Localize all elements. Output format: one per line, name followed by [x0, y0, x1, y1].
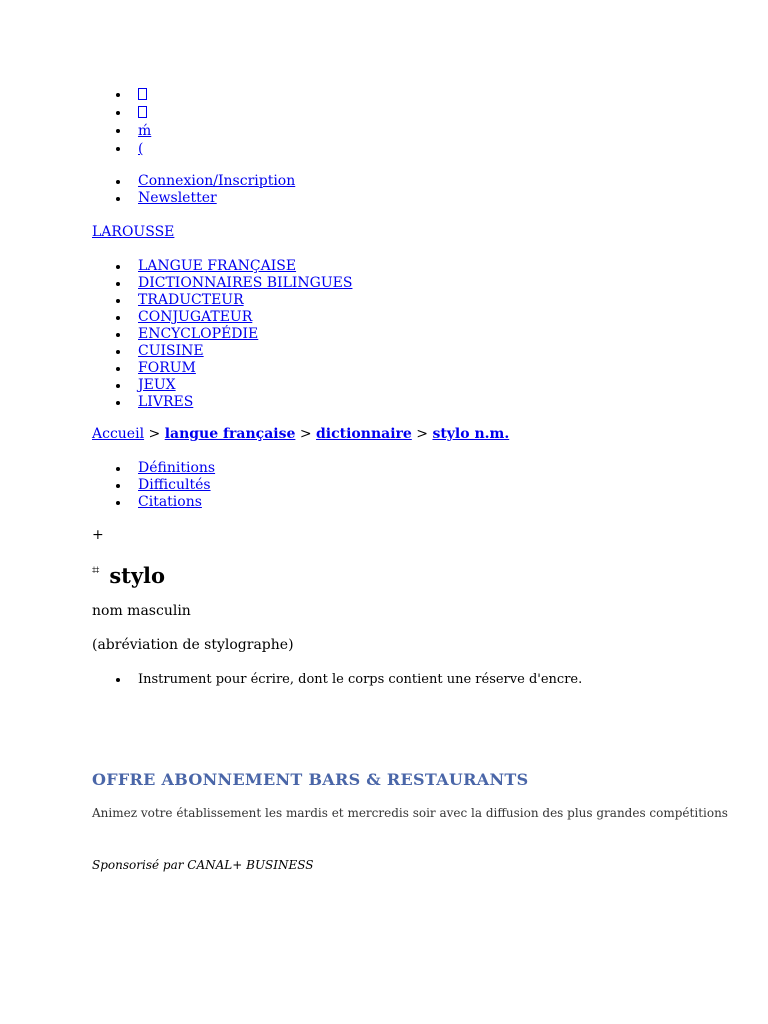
breadcrumb-home-link[interactable]: Accueil [92, 426, 145, 442]
box-glyph-icon[interactable] [138, 106, 147, 118]
nav-item [92, 360, 352, 377]
account-item-newsletter [92, 190, 295, 207]
nav-item [92, 292, 352, 309]
ad-description: Animez votre établissement les mardis et mercredis soir avec la diffusion des plus grandes compétitions [92, 806, 728, 820]
nav-link-forum[interactable]: FORUM [138, 360, 196, 376]
nav-item [92, 326, 352, 343]
nav-item [92, 258, 352, 275]
grammatical-category: nom masculin [92, 603, 191, 619]
nav-item [92, 275, 352, 292]
newsletter-link[interactable]: Newsletter [138, 190, 217, 206]
expand-toggle[interactable]: + [92, 527, 104, 543]
nav-link-cuisine[interactable]: CUISINE [138, 343, 204, 359]
entry-header [92, 560, 165, 590]
breadcrumb-separator: > [416, 426, 428, 442]
account-item-login [92, 173, 295, 190]
nav-item [92, 394, 352, 411]
nav-link-traducteur[interactable]: TRADUCTEUR [138, 292, 244, 308]
social-icon-item[interactable] [92, 104, 151, 122]
nav-item [92, 377, 352, 394]
nav-item [92, 309, 352, 326]
tab-citations[interactable]: Citations [138, 494, 202, 510]
section-tabs [92, 460, 215, 511]
breadcrumb-langue-link[interactable]: langue française [164, 426, 296, 442]
logo-link[interactable]: LAROUSSE [92, 224, 175, 240]
main-nav [92, 258, 352, 411]
box-glyph-icon[interactable] [138, 88, 147, 100]
account-links [92, 173, 295, 207]
definition-list [92, 671, 582, 688]
breadcrumb-current-link[interactable]: stylo n.m. [432, 426, 510, 442]
etymology: (abréviation de stylographe) [92, 637, 294, 653]
social-icon-list [92, 86, 151, 158]
tab-item [92, 477, 215, 494]
glyph-m-icon[interactable]: ḿ [138, 123, 152, 139]
headword: stylo [109, 562, 166, 588]
nav-link-encyclopedie[interactable]: ENCYCLOPÉDIE [138, 326, 259, 342]
tab-item [92, 494, 215, 511]
social-icon-item[interactable] [92, 86, 151, 104]
ad-sponsor-label: Sponsorisé par CANAL+ BUSINESS [92, 858, 314, 872]
nav-link-dictionnaires-bilingues[interactable]: DICTIONNAIRES BILINGUES [138, 275, 353, 291]
nav-link-jeux[interactable]: JEUX [138, 377, 176, 393]
definition-item: Instrument pour écrire, dont le corps contient une réserve d'encre. [92, 671, 582, 688]
tab-difficultes[interactable]: Difficultés [138, 477, 211, 493]
nav-link-langue-francaise[interactable]: LANGUE FRANÇAISE [138, 258, 297, 274]
glyph-paren-icon[interactable]: ( [138, 141, 144, 157]
social-icon-item[interactable] [92, 140, 151, 158]
social-icon-item[interactable] [92, 122, 151, 140]
ad-title[interactable]: OFFRE ABONNEMENT BARS & RESTAURANTS [92, 770, 529, 789]
login-link[interactable]: Connexion/Inscription [138, 173, 296, 189]
breadcrumb-separator: > [148, 426, 161, 442]
breadcrumb-dictionnaire-link[interactable]: dictionnaire [316, 426, 412, 442]
breadcrumb [92, 426, 509, 443]
nav-link-livres[interactable]: LIVRES [138, 394, 194, 410]
breadcrumb-separator: > [299, 426, 312, 442]
audio-icon[interactable]: ⌗ [92, 562, 100, 578]
nav-link-conjugateur[interactable]: CONJUGATEUR [138, 309, 253, 325]
tab-definitions[interactable]: Définitions [138, 460, 216, 476]
nav-item [92, 343, 352, 360]
site-logo [92, 224, 174, 241]
tab-item [92, 460, 215, 477]
